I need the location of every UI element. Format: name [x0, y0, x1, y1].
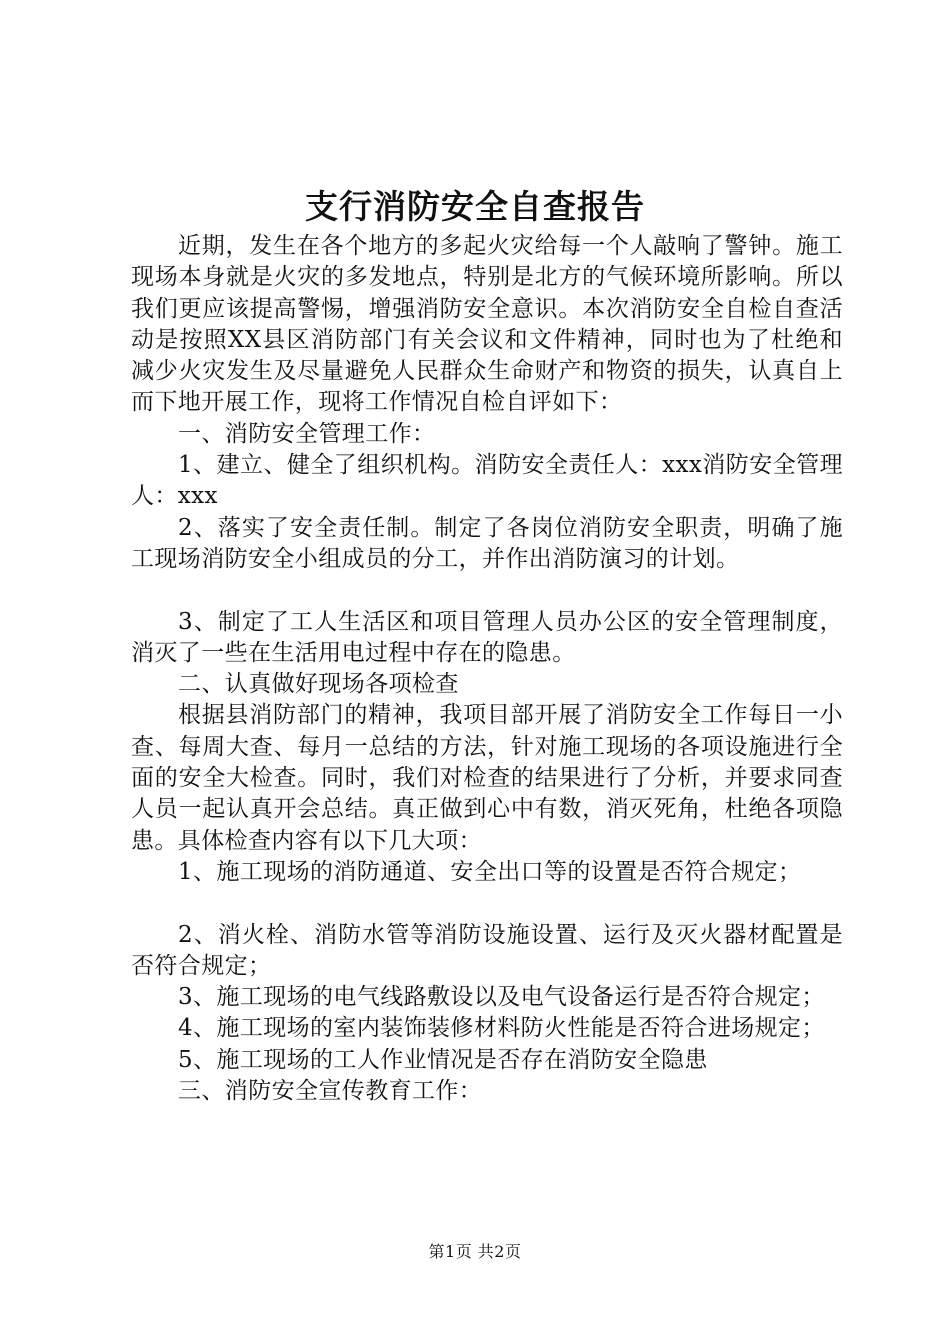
blank-line [131, 575, 843, 606]
list-item: 2、消火栓、消防水管等消防设施设置、运行及灭火器材配置是否符合规定； [131, 921, 843, 979]
list-item: 3、制定了工人生活区和项目管理人员办公区的安全管理制度，消灭了一些在生活用电过程中存在的隐患。 [131, 608, 843, 666]
section-heading-1: 一、消防安全管理工作： [178, 420, 436, 447]
blank-line [131, 888, 843, 919]
list-item: 3、施工现场的电气线路敷设以及电气设备运行是否符合规定； [178, 984, 825, 1011]
intro-paragraph: 近期，发生在各个地方的多起火灾给每一个人敲响了警钟。施工现场本身就是火灾的多发地点，特别是北方的气候环境所影响。所以我们更应该提高警惕，增强消防安全意识。本次消防安全自检自查活动是按照XX县区消防部门有关会议和文件精神，同时也为了杜绝和减少火灾发生及尽量避免人民群众生命财产和物资的损失，认真自上而下地开展工作，现将工作情况自检自评如下： [131, 233, 843, 416]
section-heading-2: 二、认真做好现场各项检查 [178, 671, 459, 698]
list-item: 5、施工现场的工人作业情况是否存在消防安全隐患 [178, 1046, 708, 1073]
section-heading-3: 三、消防安全宣传教育工作： [178, 1078, 483, 1105]
list-item: 4、施工现场的室内装饰装修材料防火性能是否符合进场规定； [178, 1015, 825, 1042]
list-item: 2、落实了安全责任制。制定了各岗位消防安全职责，明确了施工现场消防安全小组成员的分工，并作出消防演习的计划。 [131, 514, 843, 572]
document-title: 支行消防安全自查报告 [305, 187, 645, 226]
document-body [131, 231, 843, 1107]
page-footer: 第1页 共2页 [428, 1242, 522, 1261]
list-item: 1、施工现场的消防通道、安全出口等的设置是否符合规定； [178, 858, 802, 885]
body-paragraph: 根据县消防部门的精神，我项目部开展了消防安全工作每日一小查、每周大查、每月一总结的方法，针对施工现场的各项设施进行全面的安全大检查。同时，我们对检查的结果进行了分析，并要求同查人员一起认真开会总结。真正做到心中有数，消灭死角，杜绝各项隐患。具体检查内容有以下几大项： [131, 702, 843, 854]
list-item: 1、建立、健全了组织机构。消防安全责任人：xxx消防安全管理人：xxx [131, 452, 843, 510]
